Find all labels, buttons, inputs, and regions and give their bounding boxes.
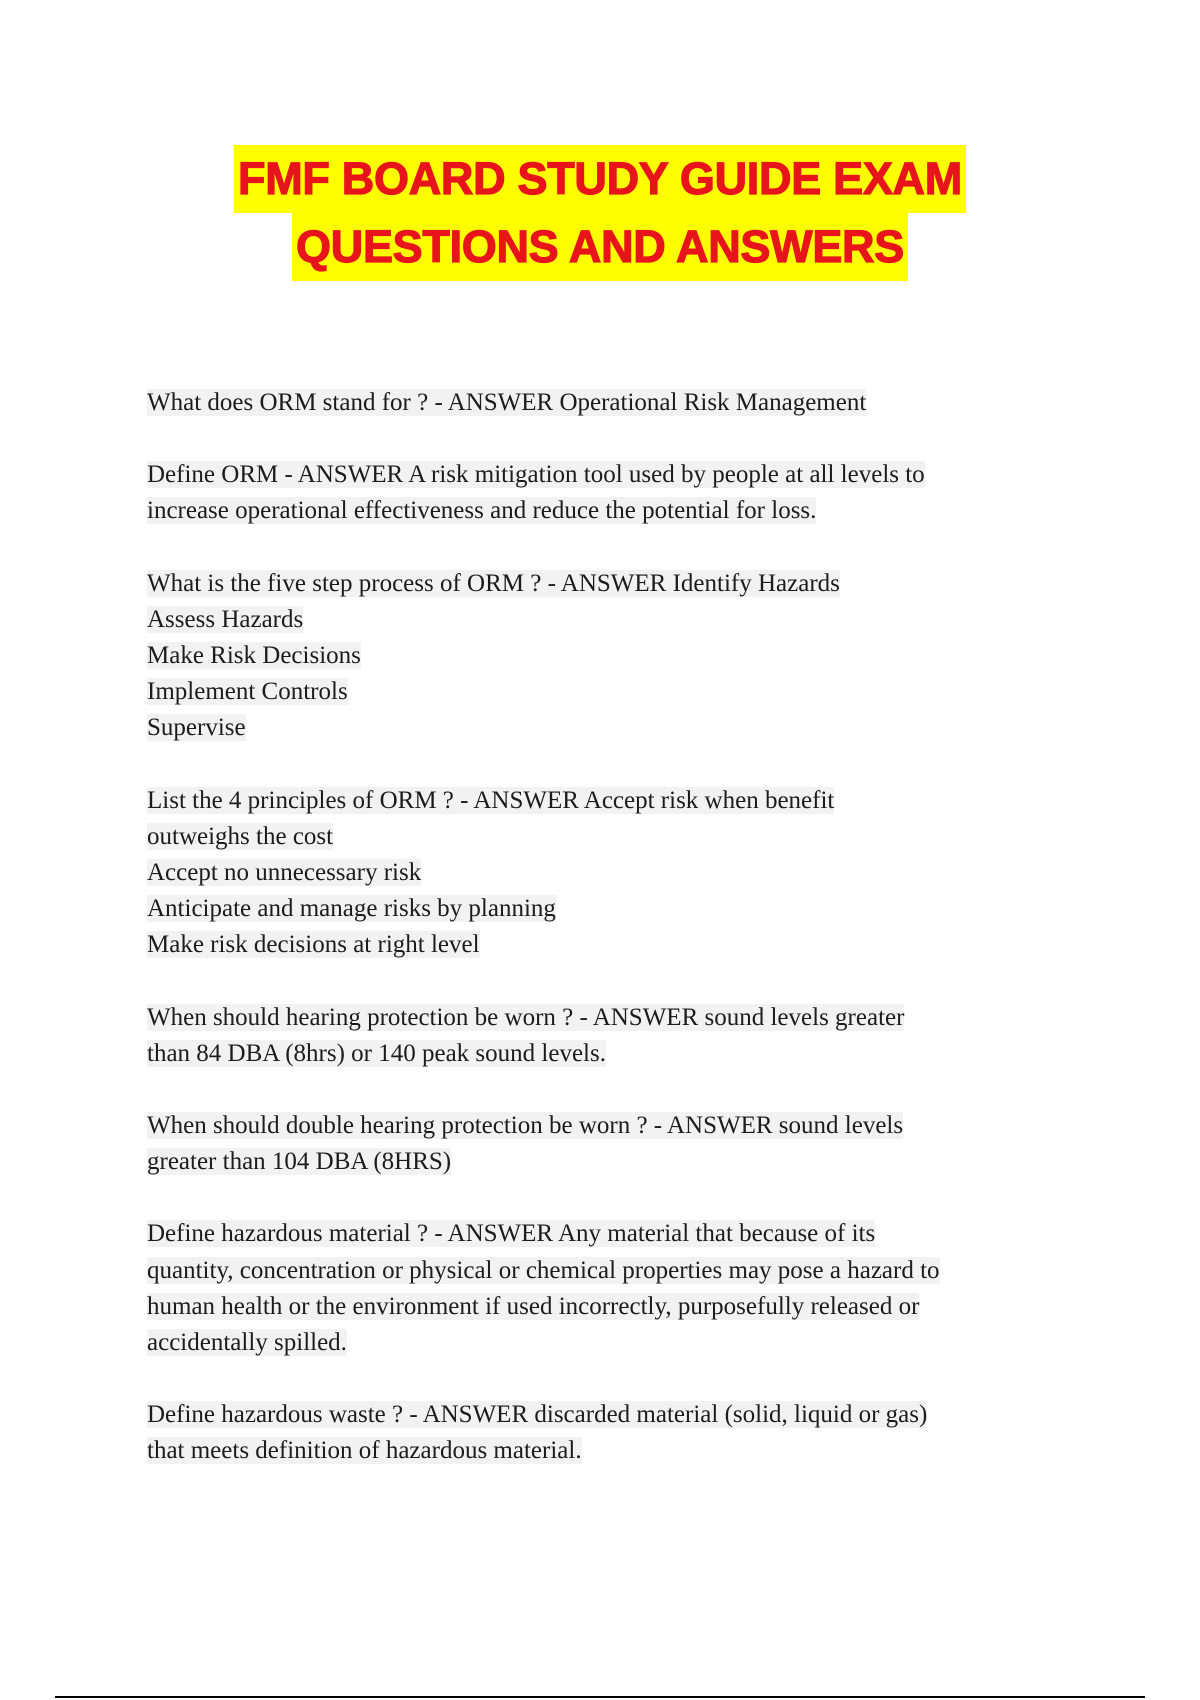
qa-line: What is the five step process of ORM ? - ANSWER Identify Hazards	[147, 569, 840, 597]
qa-line: List the 4 principles of ORM ? - ANSWER Accept risk when benefit	[147, 786, 835, 814]
qa-line: When should hearing protection be worn ? - ANSWER sound levels greater	[147, 1003, 905, 1031]
qa-item-hearing-protection	[147, 1000, 1052, 1072]
qa-line: Define hazardous waste ? - ANSWER discarded material (solid, liquid or gas)	[147, 1401, 928, 1429]
title-line-2: QUESTIONS AND ANSWERS	[292, 213, 908, 281]
qa-line: Accept no unnecessary risk	[147, 859, 422, 887]
qa-line: Anticipate and manage risks by planning	[147, 895, 556, 923]
qa-line: that meets definition of hazardous material.	[147, 1437, 582, 1465]
qa-line: than 84 DBA (8hrs) or 140 peak sound levels.	[147, 1039, 606, 1067]
qa-item-hazardous-material	[147, 1216, 1052, 1361]
qa-line: accidentally spilled.	[147, 1329, 347, 1357]
qa-line: increase operational effectiveness and reduce the potential for loss.	[147, 497, 817, 525]
qa-line: Implement Controls	[147, 678, 348, 706]
qa-line: Define ORM - ANSWER A risk mitigation tool used by people at all levels to	[147, 461, 925, 489]
qa-item-double-hearing-protection	[147, 1108, 1052, 1180]
qa-line: Define hazardous material ? - ANSWER Any material that because of its	[147, 1220, 876, 1248]
document-title	[0, 145, 1200, 281]
qa-line: outweighs the cost	[147, 822, 334, 850]
qa-list	[147, 385, 1052, 1506]
bottom-divider	[55, 1696, 1145, 1698]
qa-item-orm-acronym	[147, 385, 1052, 421]
qa-line: When should double hearing protection be worn ? - ANSWER sound levels	[147, 1112, 904, 1140]
qa-line: greater than 104 DBA (8HRS)	[147, 1148, 452, 1176]
qa-line: Assess Hazards	[147, 605, 304, 633]
qa-line: What does ORM stand for ? - ANSWER Operational Risk Management	[147, 389, 867, 416]
qa-item-hazardous-waste	[147, 1397, 1052, 1469]
qa-item-four-principles	[147, 783, 1052, 964]
qa-line: Make Risk Decisions	[147, 642, 361, 670]
qa-item-five-step-process	[147, 566, 1052, 747]
qa-line: Supervise	[147, 714, 246, 742]
qa-item-define-orm	[147, 457, 1052, 529]
qa-line: quantity, concentration or physical or chemical properties may pose a hazard to	[147, 1256, 940, 1284]
title-line-1: FMF BOARD STUDY GUIDE EXAM	[234, 145, 966, 213]
qa-line: human health or the environment if used incorrectly, purposefully released or	[147, 1292, 920, 1320]
qa-line: Make risk decisions at right level	[147, 931, 480, 959]
